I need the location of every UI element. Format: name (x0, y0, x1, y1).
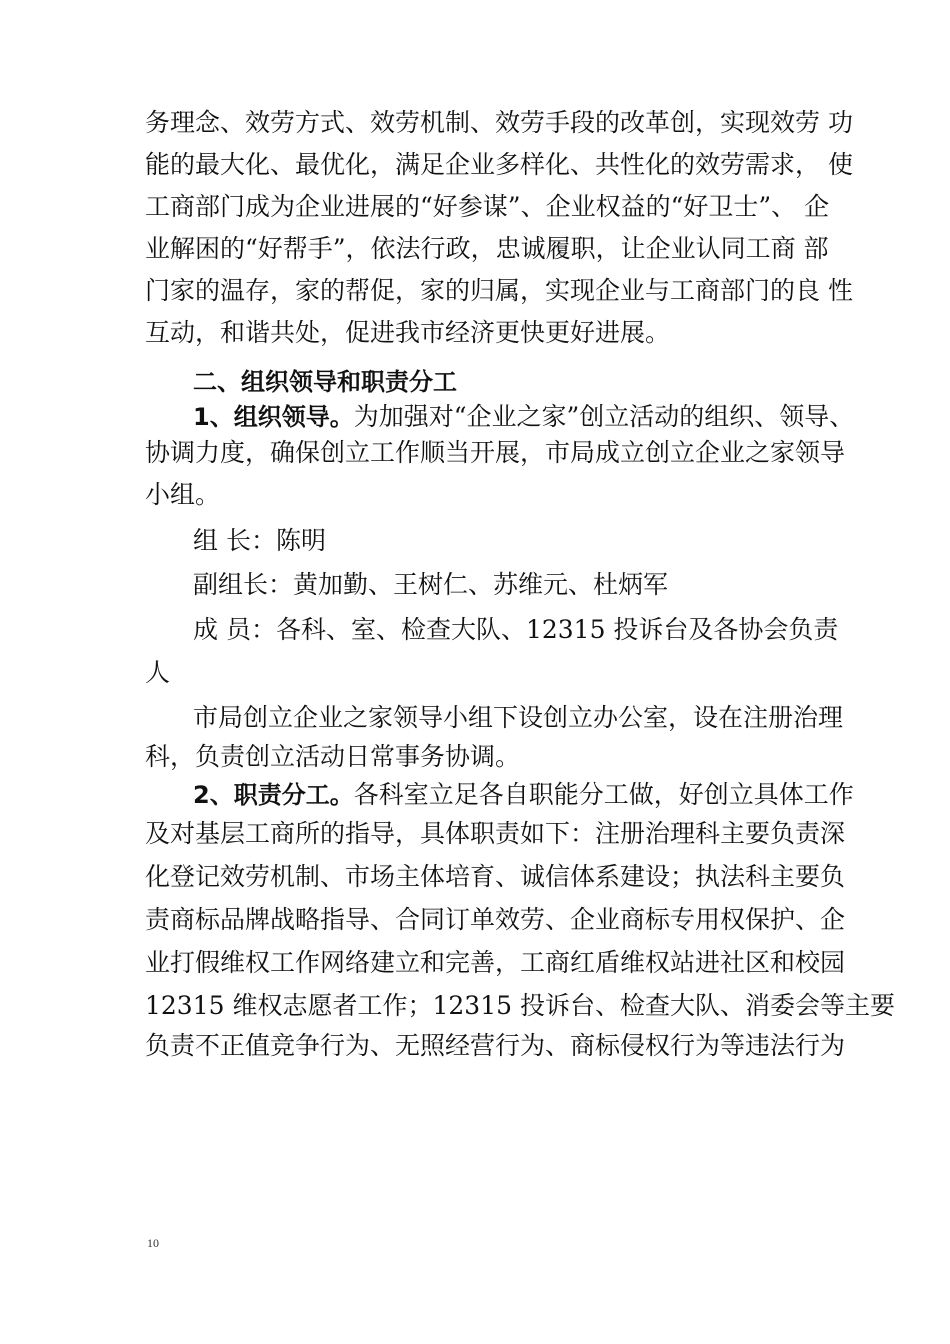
paragraph-line: 互动，和谐共处，促进我市经济更快更好进展。 (145, 318, 671, 347)
leader-line: 组 长：陈明 (193, 526, 326, 555)
item1-first-line (193, 401, 913, 433)
deputy-line: 副组长：黄加勤、王树仁、苏维元、杜炳军 (193, 570, 669, 599)
item1-title: 1、组织领导。 (193, 403, 354, 431)
paragraph-line: 业打假维权工作网络建立和完善，工商红盾维权站进社区和校园 (145, 948, 846, 977)
paragraph-line: 门家的温存，家的帮促，家的归属，实现企业与工商部门的良 性 (145, 276, 853, 305)
section-heading: 二、组织领导和职责分工 (193, 368, 457, 396)
paragraph-line: 业解困的“好帮手”，依法行政，忠诚履职，让企业认同工商 部 (145, 234, 829, 263)
item2-text: 各科室立足各自职能分工做，好创立具体工作 (353, 780, 854, 809)
paragraph-line: 工商部门成为企业进展的“好参谋”、企业权益的“好卫士”、 企 (145, 192, 830, 221)
item2-first-line (193, 779, 913, 811)
paragraph-line: 小组。 (145, 480, 221, 509)
office-line-continued: 科，负责创立活动日常事务协调。 (145, 742, 521, 771)
paragraph-line: 协调力度，确保创立工作顺当开展，市局成立创立企业之家领导 (145, 438, 846, 467)
office-line: 市局创立企业之家领导小组下设创立办公室，设在注册治理 (193, 703, 844, 732)
paragraph-line: 务理念、效劳方式、效劳机制、效劳手段的改革创，实现效劳 功 (145, 108, 853, 137)
paragraph-line: 及对基层工商所的指导，具体职责如下：注册治理科主要负责深 (145, 819, 846, 848)
paragraph-line: 负责不正值竞争行为、无照经营行为、商标侵权行为等违法行为 (145, 1031, 846, 1060)
paragraph-line: 化登记效劳机制、市场主体培育、诚信体系建设；执法科主要负 (145, 862, 846, 891)
paragraph-line: 责商标品牌战略指导、合同订单效劳、企业商标专用权保护、企 (145, 905, 846, 934)
members-line: 成 员：各科、室、检查大队、12315 投诉台及各协会负责 (193, 615, 839, 644)
item1-text: 为加强对“企业之家”创立活动的组织、领导、 (353, 402, 855, 431)
paragraph-line: 能的最大化、最优化，满足企业多样化、共性化的效劳需求， 使 (145, 150, 853, 179)
paragraph-line: 12315 维权志愿者工作；12315 投诉台、检查大队、消委会等主要 (145, 991, 895, 1020)
members-line-continued: 人 (145, 658, 171, 687)
page-number: 10 (147, 1236, 159, 1250)
item2-title: 2、职责分工。 (193, 781, 354, 809)
